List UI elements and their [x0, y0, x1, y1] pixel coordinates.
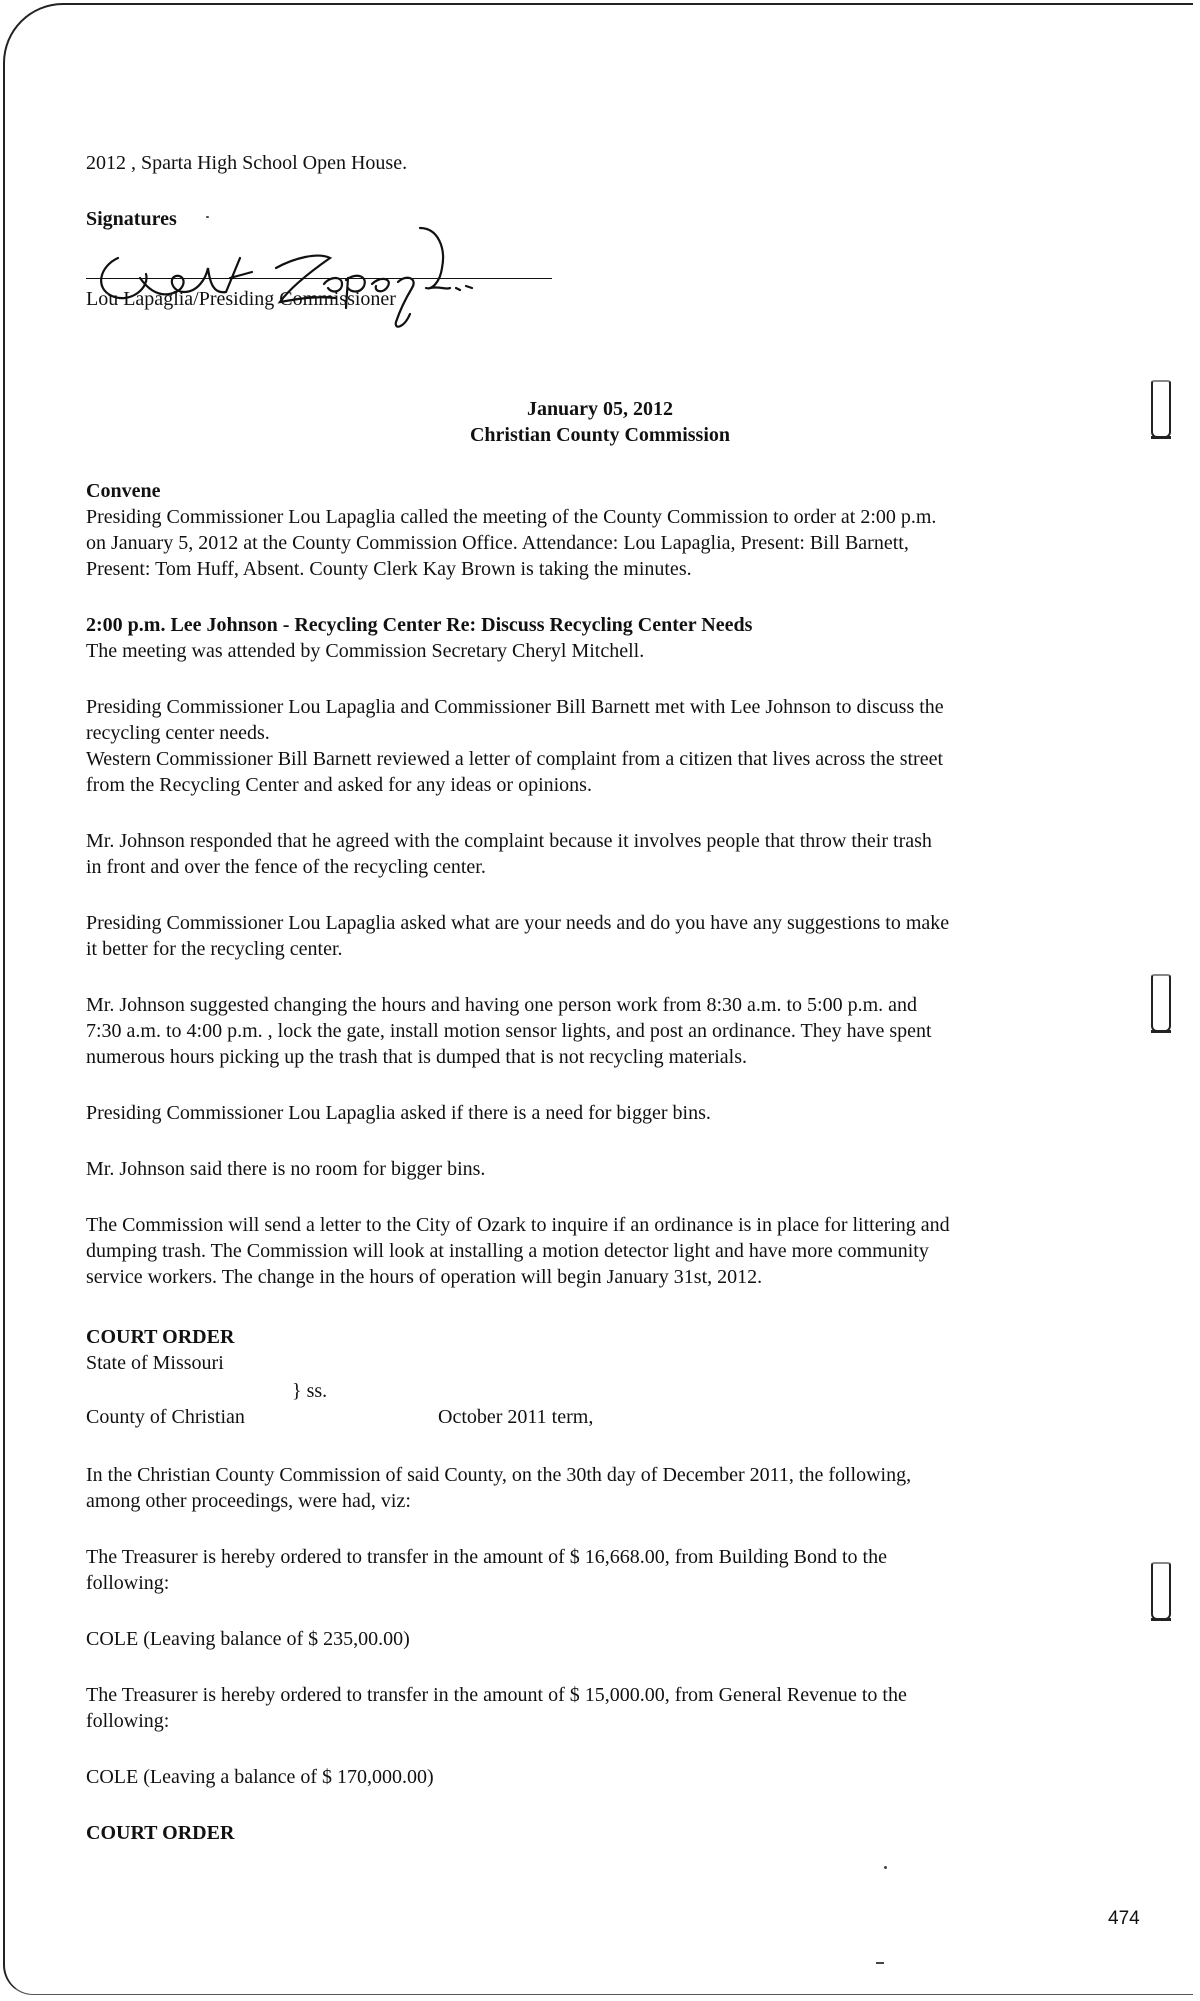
paragraph-line: The Treasurer is hereby ordered to transfer in the amount of $ 15,000.00, from General Revenue to the [86, 1684, 907, 1706]
top-line: 2012 , Sparta High School Open House. [86, 152, 408, 174]
paragraph-line: Presiding Commissioner Lou Lapaglia and Commissioner Bill Barnett met with Lee Johnson to discuss the [86, 696, 944, 718]
stray-mark [884, 1866, 887, 1869]
convene-line: Presiding Commissioner Lou Lapaglia called the meeting of the County Commission to order at 2:00 p.m. [86, 506, 937, 528]
state-line: State of Missouri [86, 1352, 224, 1374]
paragraph-line: in front and over the fence of the recycling center. [86, 856, 486, 878]
paragraph-line: Mr. Johnson said there is no room for bigger bins. [86, 1158, 486, 1180]
paragraph-line: service workers. The change in the hours of operation will begin January 31st, 2012. [86, 1266, 763, 1288]
paragraph-line: following: [86, 1710, 170, 1732]
stray-mark [876, 1962, 884, 1964]
signature-caption: Lou Lapaglia/Presiding Commissioner [86, 288, 396, 310]
paragraph-line: numerous hours picking up the trash that is dumped that is not recycling materials. [86, 1046, 747, 1068]
court-order-heading: COURT ORDER [86, 1822, 235, 1844]
paragraph-line: following: [86, 1572, 170, 1594]
ss-mark: } ss. [292, 1380, 328, 1402]
agenda-line: The meeting was attended by Commission Secretary Cheryl Mitchell. [86, 640, 645, 662]
commission-name: Christian County Commission [469, 424, 731, 446]
binder-hole-mark [1151, 1562, 1171, 1620]
paragraph-line: Mr. Johnson suggested changing the hours and having one person work from 8:30 a.m. to 5:00 p.m. and [86, 994, 917, 1016]
paragraph-line: it better for the recycling center. [86, 938, 343, 960]
paragraph-line: Presiding Commissioner Lou Lapaglia asked what are your needs and do you have any suggestions to make [86, 912, 950, 934]
paragraph-line: Mr. Johnson responded that he agreed with the complaint because it involves people that throw their trash [86, 830, 932, 852]
convene-line: Present: Tom Huff, Absent. County Clerk Kay Brown is taking the minutes. [86, 558, 692, 580]
paragraph-line: among other proceedings, were had, viz: [86, 1490, 411, 1512]
paragraph-line: Western Commissioner Bill Barnett reviewed a letter of complaint from a citizen that lives across the street [86, 748, 944, 770]
paragraph-line: 7:30 a.m. to 4:00 p.m. , lock the gate, install motion sensor lights, and post an ordinance. They have spent [86, 1020, 932, 1042]
page-number: 474 [1108, 1908, 1140, 1929]
term-line: October 2011 term, [438, 1406, 594, 1428]
paragraph-line: The Treasurer is hereby ordered to transfer in the amount of $ 16,668.00, from Building Bond to the [86, 1546, 887, 1568]
cole-balance: COLE (Leaving balance of $ 235,00.00) [86, 1628, 410, 1650]
signatures-heading: Signatures [86, 208, 177, 230]
signature-line [86, 278, 552, 279]
convene-heading: Convene [86, 480, 161, 502]
binder-hole-mark [1151, 380, 1171, 438]
binder-hole-mark [1151, 974, 1171, 1032]
paragraph-line: The Commission will send a letter to the City of Ozark to inquire if an ordinance is in place for littering and [86, 1214, 950, 1236]
convene-line: on January 5, 2012 at the County Commission Office. Attendance: Lou Lapaglia, Present: Bill Barnett, [86, 532, 909, 554]
paragraph-line: recycling center needs. [86, 722, 270, 744]
paragraph-line: In the Christian County Commission of said County, on the 30th day of December 2011, the following, [86, 1464, 912, 1486]
meeting-date: January 05, 2012 [526, 398, 674, 420]
court-order-heading: COURT ORDER [86, 1326, 235, 1348]
county-line: County of Christian [86, 1406, 245, 1428]
cole-balance: COLE (Leaving a balance of $ 170,000.00) [86, 1766, 434, 1788]
paragraph-line: dumping trash. The Commission will look at installing a motion detector light and have more community [86, 1240, 929, 1262]
paragraph-line: from the Recycling Center and asked for any ideas or opinions. [86, 774, 592, 796]
agenda-heading: 2:00 p.m. Lee Johnson - Recycling Center Re: Discuss Recycling Center Needs [86, 614, 753, 636]
paragraph-line: Presiding Commissioner Lou Lapaglia asked if there is a need for bigger bins. [86, 1102, 711, 1124]
